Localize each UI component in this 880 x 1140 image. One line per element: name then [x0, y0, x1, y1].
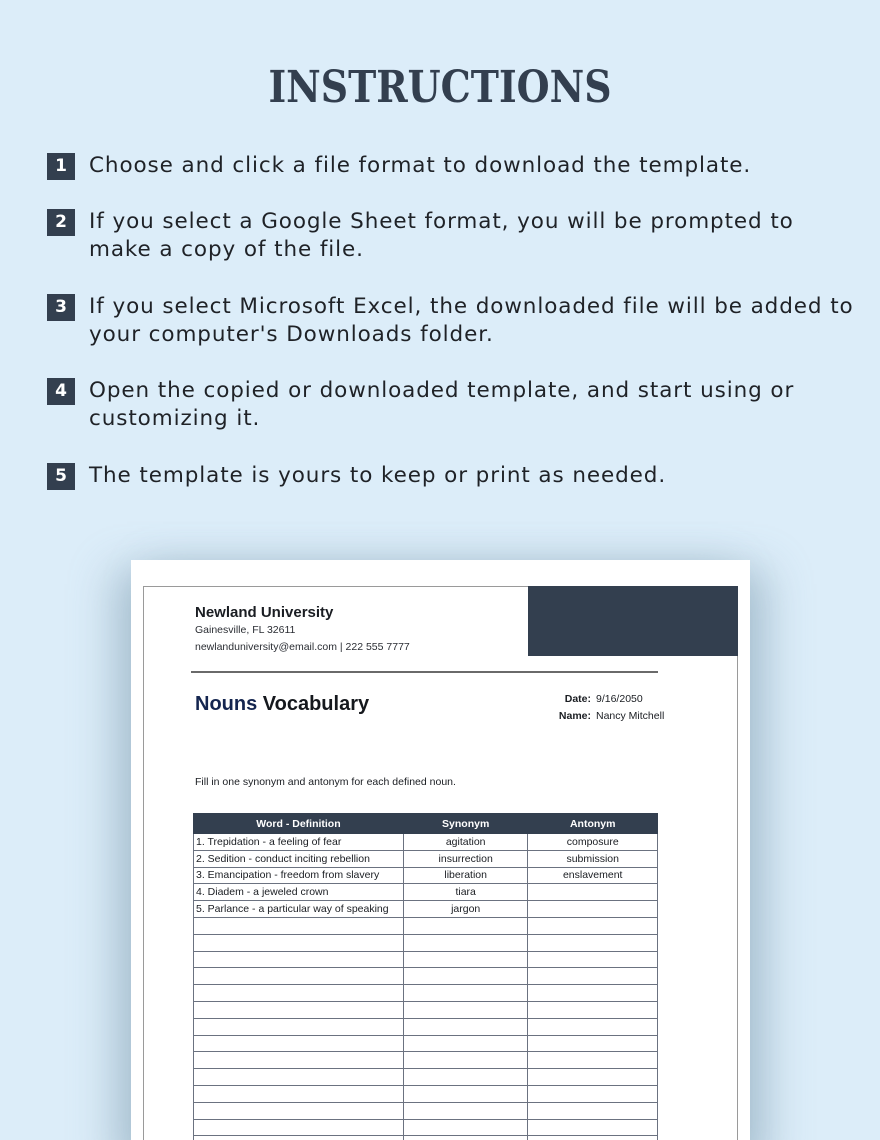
antonym-cell	[528, 884, 658, 901]
antonym-cell	[528, 1119, 658, 1136]
word-definition-cell	[194, 1035, 404, 1052]
synonym-cell	[403, 1119, 528, 1136]
synonym-cell	[403, 1052, 528, 1069]
step-text: Open the copied or downloaded template, and start using or customizing it.	[89, 378, 795, 431]
table-row	[194, 1136, 658, 1140]
synonym-cell	[403, 1102, 528, 1119]
antonym-cell	[528, 951, 658, 968]
step-text: If you select Microsoft Excel, the downloaded file will be added to your computer's Downloads folder.	[89, 294, 854, 347]
synonym-cell	[403, 1085, 528, 1102]
step-number-badge: 4	[47, 378, 75, 405]
title-rest: Vocabulary	[257, 693, 370, 715]
antonym-cell	[528, 1052, 658, 1069]
header-word-definition: Word - Definition	[194, 814, 404, 834]
table-row	[194, 1018, 658, 1035]
table-row	[194, 985, 658, 1002]
table-row	[194, 884, 658, 901]
antonym-cell: enslavement	[528, 867, 658, 884]
table-row	[194, 867, 658, 884]
word-definition-cell	[194, 1102, 404, 1119]
synonym-cell: jargon	[403, 901, 528, 918]
template-preview	[131, 560, 750, 1140]
word-definition-cell	[194, 1136, 404, 1140]
date-value: 9/16/2050	[596, 693, 643, 705]
table-row	[194, 850, 658, 867]
name-label: Name:	[558, 710, 591, 722]
document-title	[195, 693, 369, 716]
step-text: The template is yours to keep or print as needed.	[89, 463, 667, 488]
org-name: Newland University	[195, 604, 334, 621]
synonym-cell: tiara	[403, 884, 528, 901]
table-row	[194, 1085, 658, 1102]
synonym-cell	[403, 1069, 528, 1086]
word-definition-cell	[194, 1069, 404, 1086]
step-number-badge: 2	[47, 209, 75, 236]
antonym-cell	[528, 1069, 658, 1086]
word-definition-cell	[194, 985, 404, 1002]
word-definition-cell	[194, 1085, 404, 1102]
antonym-cell	[528, 1001, 658, 1018]
title-accent: Nouns	[195, 693, 258, 715]
word-definition-cell	[194, 934, 404, 951]
antonym-cell: submission	[528, 850, 658, 867]
table-row	[194, 968, 658, 985]
synonym-cell: agitation	[403, 834, 528, 851]
antonym-cell	[528, 1035, 658, 1052]
worksheet-instruction: Fill in one synonym and antonym for each defined noun.	[195, 776, 456, 788]
synonym-cell: insurrection	[403, 850, 528, 867]
table-header-row	[194, 814, 658, 834]
antonym-cell	[528, 934, 658, 951]
table-row	[194, 901, 658, 918]
word-definition-cell	[194, 1052, 404, 1069]
step-number-badge: 5	[47, 463, 75, 490]
synonym-cell	[403, 1136, 528, 1140]
synonym-cell	[403, 934, 528, 951]
table-row	[194, 1119, 658, 1136]
vocabulary-table	[193, 813, 658, 1140]
table-row	[194, 1102, 658, 1119]
table-row	[194, 1035, 658, 1052]
name-row	[531, 710, 664, 722]
word-definition-cell: 1. Trepidation - a feeling of fear	[194, 834, 404, 851]
synonym-cell	[403, 951, 528, 968]
word-definition-cell	[194, 917, 404, 934]
antonym-cell	[528, 968, 658, 985]
header-antonym: Antonym	[528, 814, 658, 834]
date-row	[531, 693, 643, 705]
word-definition-cell: 3. Emancipation - freedom from slavery	[194, 867, 404, 884]
antonym-cell	[528, 1018, 658, 1035]
synonym-cell	[403, 1018, 528, 1035]
synonym-cell: liberation	[403, 867, 528, 884]
table-row	[194, 917, 658, 934]
name-value: Nancy Mitchell	[596, 710, 665, 722]
antonym-cell	[528, 901, 658, 918]
synonym-cell	[403, 1035, 528, 1052]
antonym-cell	[528, 985, 658, 1002]
header-color-block	[528, 586, 738, 656]
table-row	[194, 1001, 658, 1018]
antonym-cell	[528, 1085, 658, 1102]
table-row	[194, 1052, 658, 1069]
synonym-cell	[403, 985, 528, 1002]
header-synonym: Synonym	[403, 814, 528, 834]
org-address: Gainesville, FL 32611	[195, 624, 296, 636]
header-divider	[191, 671, 658, 673]
table-row	[194, 834, 658, 851]
table-row	[194, 1069, 658, 1086]
table-row	[194, 951, 658, 968]
step-text: If you select a Google Sheet format, you will be prompted to make a copy of the file.	[89, 209, 794, 262]
word-definition-cell: 5. Parlance - a particular way of speaking	[194, 901, 404, 918]
synonym-cell	[403, 1001, 528, 1018]
synonym-cell	[403, 917, 528, 934]
antonym-cell: composure	[528, 834, 658, 851]
word-definition-cell	[194, 951, 404, 968]
org-contact: newlanduniversity@email.com | 222 555 7777	[195, 641, 410, 653]
word-definition-cell	[194, 1119, 404, 1136]
word-definition-cell	[194, 1018, 404, 1035]
antonym-cell	[528, 1136, 658, 1140]
page-title: INSTRUCTIONS	[268, 62, 612, 113]
synonym-cell	[403, 968, 528, 985]
table-row	[194, 934, 658, 951]
antonym-cell	[528, 917, 658, 934]
word-definition-cell	[194, 968, 404, 985]
step-number-badge: 3	[47, 294, 75, 321]
word-definition-cell: 4. Diadem - a jeweled crown	[194, 884, 404, 901]
step-text: Choose and click a file format to download the template.	[89, 153, 752, 178]
antonym-cell	[528, 1102, 658, 1119]
date-label: Date:	[564, 693, 591, 705]
word-definition-cell: 2. Sedition - conduct inciting rebellion	[194, 850, 404, 867]
word-definition-cell	[194, 1001, 404, 1018]
step-number-badge: 1	[47, 153, 75, 180]
